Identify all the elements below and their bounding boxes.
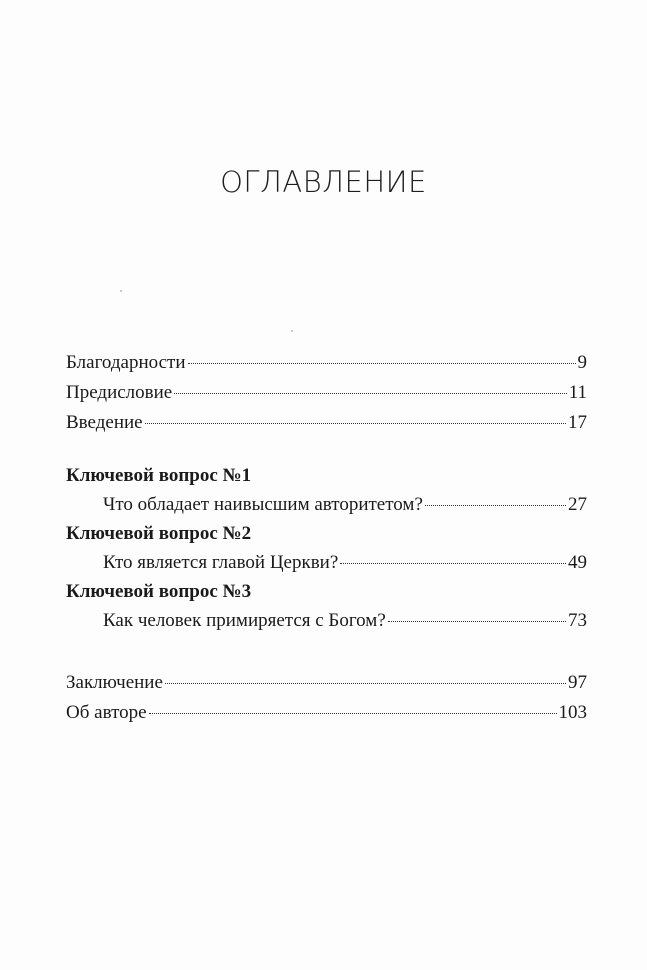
dot-leader [388, 620, 566, 622]
dot-leader [340, 562, 566, 564]
toc-page-number: 11 [568, 382, 587, 403]
toc-entry-label: Заключение [66, 672, 163, 693]
toc-entry-label: Об авторе [66, 702, 147, 723]
toc-entry-label: Как человек примиряется с Богом? [103, 610, 386, 631]
page-title: ОГЛАВЛЕНИЕ [220, 165, 427, 199]
dot-leader [145, 422, 566, 424]
dot-leader [425, 504, 566, 506]
toc-entry-label: Благодарности [66, 352, 186, 373]
dot-leader [149, 712, 557, 714]
toc-page-number: 49 [568, 552, 587, 573]
toc-page-number: 103 [558, 702, 587, 723]
toc-page-number: 27 [568, 494, 587, 515]
toc-entry-preface[interactable] [66, 381, 587, 405]
toc-entry-conclusion[interactable] [66, 671, 587, 695]
part-heading-2: Ключевой вопрос №2 [66, 523, 252, 544]
dot-leader [165, 682, 566, 684]
toc-entry-about-author[interactable] [66, 701, 587, 725]
dot-leader [174, 392, 566, 394]
toc-entry-introduction[interactable] [66, 411, 587, 435]
toc-entry-part-3[interactable] [103, 609, 587, 633]
part-heading-3: Ключевой вопрос №3 [66, 581, 252, 602]
toc-entry-part-2[interactable] [103, 551, 587, 575]
toc-page-number: 97 [568, 672, 587, 693]
toc-page-number: 73 [568, 610, 587, 631]
toc-page-number: 17 [568, 412, 587, 433]
toc-entry-part-1[interactable] [103, 493, 587, 517]
toc-entry-acknowledgements[interactable] [66, 351, 587, 375]
toc-page-number: 9 [577, 352, 587, 373]
toc-entry-label: Что обладает наивысшим авторитетом? [103, 494, 423, 515]
dot-leader [188, 362, 576, 364]
part-heading-1: Ключевой вопрос №1 [66, 465, 252, 486]
scan-speck [291, 330, 293, 332]
toc-entry-label: Предисловие [66, 382, 173, 403]
scan-speck [120, 290, 122, 292]
toc-entry-label: Кто является главой Церкви? [103, 552, 339, 573]
toc-entry-label: Введение [66, 412, 143, 433]
